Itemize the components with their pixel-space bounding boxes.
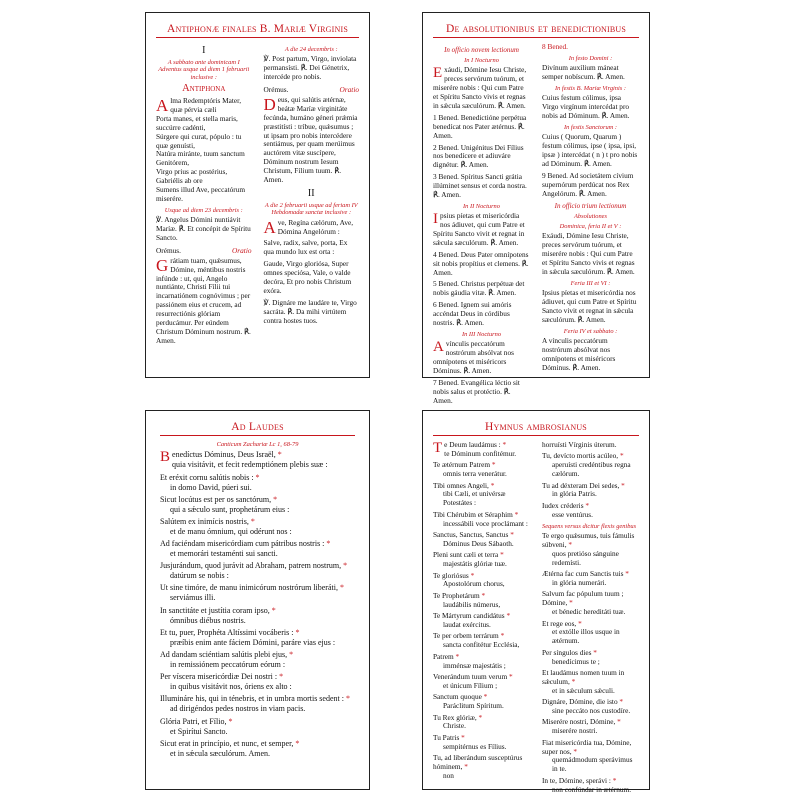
right-column: [542, 441, 639, 797]
verse-second-half: te Dóminum confitémur.: [444, 448, 517, 458]
asterisk-mark: *: [269, 605, 276, 615]
verse-first-half: horruísti Vírginis úterum.: [542, 440, 617, 449]
verse: [433, 734, 530, 752]
card-title: De absolutionibus et benedictionibus: [433, 23, 639, 38]
verse-first-half: Sanctum quoque: [433, 692, 482, 702]
verse-first-half: Per víscera misericórdiæ Dei nostri :: [160, 672, 278, 682]
verse-first-half: Ad dandam sciéntiam salútis plebi ejus,: [160, 650, 288, 660]
verse-first-half: In te, Dómine, sperávi :: [542, 775, 611, 785]
verse-second-half: et bénedic hereditáti tuæ.: [552, 607, 626, 617]
card-antiphonae: [145, 12, 370, 378]
asterisk-mark: *: [498, 631, 505, 641]
drop-cap: G: [156, 255, 169, 275]
verse-second-half: serviámus illi.: [170, 593, 216, 603]
asterisk-mark: *: [462, 762, 468, 771]
right-column: [542, 43, 639, 409]
verse: [160, 717, 355, 737]
versicle: ℣. Dignáre me laudáre te, Virgo sacráta. ℟. Da mihi virtútem contra hostes tuos.: [263, 297, 357, 325]
verse: [160, 694, 355, 714]
rubric: In II Nocturno: [463, 202, 500, 210]
verse: [160, 495, 355, 515]
verse: [160, 739, 355, 759]
verse: [433, 714, 530, 732]
verse: [160, 450, 355, 470]
card-absolutiones: [422, 12, 650, 405]
verse-first-half: Et rege eos,: [542, 618, 577, 628]
verse-second-half: omnis terra venerátur.: [443, 469, 507, 479]
canticle-verses: [160, 450, 355, 758]
rubric: In III Nocturno: [461, 330, 502, 338]
oremus: Orémus.: [263, 85, 289, 95]
verse-first-half: Dignáre, Dómine, die isto: [542, 697, 618, 707]
versicle: ℣. Post partum, Virgo, inviolata permansísti. ℟. Dei Génetrix, intercéde pro nobis.: [263, 54, 357, 82]
verse: [542, 777, 639, 795]
versicle: ℣. Angelus Dómini nuntiávit Maríæ. ℟. Et concépit de Spíritu Sancto.: [156, 215, 251, 242]
verse-first-half: Tu Rex glóriæ,: [433, 712, 477, 722]
verse-first-half: Ut sine timóre, de manu inimicórum nostrórum liberáti,: [160, 583, 338, 593]
verse: [433, 551, 530, 569]
text-line: Salve, radix, salve, porta, Ex qua mundo lux est orta :: [263, 238, 348, 257]
verse-first-half: Tu Patris: [433, 732, 460, 742]
verse-second-half: et memorári testaménti sui sancti.: [170, 549, 278, 559]
rubric: A sabbato ante dominicam I Adventus usque ad diem 1 februarii inclusive :: [158, 59, 250, 81]
absolution-text: xáudi, Dómine Iesu Christe, preces servórum tuórum, et miserére nobis : Qui cum Patre et Spíritu Sancto vivis et regnas in sǽcula sæculórum. ℟. Amen.: [433, 65, 527, 110]
prayer-text: eus, qui salútis ætérnæ, beátæ Maríæ virginitáte fecúnda, humáno géneri prǽmia præstitísti : tríbue, quǽsumus ; ut ipsam pro nobis intercédere sentiámus, per quam merúimus auctórem vitæ suscípere, Dóminum nostrum Iesum Christum, Fílium tuum. ℟. Amen.: [263, 95, 358, 185]
verse-first-half: Et eréxit cornu salútis nobis :: [160, 472, 254, 482]
verse-second-half: Apostolórum chorus,: [443, 579, 505, 589]
verse-second-half: præíbis enim ante fáciem Dómini, paráre vias ejus :: [170, 637, 336, 647]
drop-cap: A: [433, 339, 444, 356]
verse-second-half: Paráclitum Spíritum.: [443, 701, 504, 711]
absolution-text: A vínculis peccatórum nostrórum absólvat nos omnípotens et miséricors Dóminus. ℟. Amen.: [542, 336, 616, 372]
verse: [542, 739, 639, 775]
asterisk-mark: *: [615, 717, 621, 727]
oratio-label: Oratio: [339, 85, 359, 95]
rubric: A die 24 decembris :: [284, 46, 338, 53]
verse: [160, 561, 355, 581]
blessing-text: 1 Bened. Benedictióne perpétua benedícat nos Pater ætérnus. ℟. Amen.: [433, 112, 527, 140]
blessing-text: 3 Bened. Spíritus Sancti grátia illúminet sensus et corda nostra. ℟. Amen.: [433, 172, 527, 199]
asterisk-mark: *: [459, 732, 465, 742]
drop-cap: E: [433, 65, 443, 82]
verse: [433, 461, 530, 479]
verse: [542, 649, 639, 667]
verse-second-half: majestátis glóriæ tuæ.: [443, 559, 507, 569]
verse-first-half: Et tu, puer, Prophéta Altíssimi vocáberis :: [160, 627, 294, 637]
verse: [542, 452, 639, 479]
oremus: Orémus.: [156, 245, 181, 255]
rubric: In I Nocturno: [464, 57, 499, 65]
text-line: Súrgere qui curat, pópulo : tu quæ genuísti,: [156, 131, 242, 150]
blessing-text: 9 Bened. Ad societátem cívium supernórum perdúcat nos Rex Angelórum. ℟. Amen.: [542, 170, 634, 198]
asterisk-mark: *: [248, 516, 255, 526]
verse-second-half: Christe.: [443, 721, 466, 731]
blessing-text: Cuius festum cólimus, ipsa Virgo virgínum intercédat pro nobis ad Dóminum. ℟. Amen.: [542, 93, 630, 121]
verse-second-half: et in sǽculum sǽculi.: [552, 685, 615, 695]
verse-first-half: Te Prophetárum: [433, 590, 480, 600]
verse-first-half: Te gloriósus: [433, 570, 469, 580]
verse-first-half: Et laudámus nomen tuum in sǽculum,: [542, 667, 625, 686]
verse-first-half: Salvum fac pópulum tuum ; Dómine,: [542, 589, 624, 608]
drop-cap: D: [263, 95, 276, 115]
verse-second-half: et extólle illos usque in ætérnum.: [552, 627, 620, 646]
verse: [542, 532, 639, 568]
verse-second-half: imménsæ majestátis ;: [443, 660, 506, 670]
blessing-text: 4 Bened. Deus Pater omnípotens sit nobis propítius et clemens. ℟. Amen.: [433, 249, 529, 277]
rubric: In officio novem lectionum: [444, 46, 519, 54]
card-title: Ad Laudes: [160, 421, 355, 436]
verse-second-half: miserére nostri.: [552, 726, 598, 736]
asterisk-mark: *: [566, 539, 573, 549]
absolution-text: Exáudi, Dómine Iesu Christe, preces servórum tuórum, et miserére nobis : Qui cum Patre et Spíritu Sancto vivis et regnas in sǽcula sæculórum. ℟. Amen.: [542, 231, 635, 276]
rubric: Dominica, feria II et V :: [559, 223, 622, 231]
verse-second-half: esse ventúrus.: [552, 509, 593, 519]
rubric: In festis Sanctorum :: [563, 124, 618, 132]
asterisk-mark: *: [617, 697, 624, 707]
verse-first-half: Tu, ad liberándum susceptúrus hóminem,: [433, 753, 523, 771]
verse: [160, 606, 355, 626]
verse-second-half: Dóminus Deus Sábaoth.: [443, 538, 514, 548]
verse-second-half: sancta confitétur Ecclésia,: [443, 640, 520, 650]
blessing-text: 7 Bened. Evangélica léctio sit nobis salus et protéctio. ℟. Amen.: [433, 377, 520, 405]
card-title: Antiphonæ finales B. Mariæ Virginis: [156, 23, 359, 38]
verse: [542, 590, 639, 617]
asterisk-mark: *: [618, 451, 624, 461]
asterisk-mark: *: [277, 672, 284, 682]
text-line: lma Redemptóris Mater, quæ pérvia cæli: [170, 96, 242, 114]
verse-second-half: ad dirigéndos pedes nostros in viam pacis.: [170, 704, 306, 714]
asterisk-mark: *: [479, 590, 486, 600]
verse: [433, 612, 530, 630]
verse-first-half: Patrem: [433, 651, 454, 661]
absolution-text: psius píetas et misericórdia nos ádiuvet, qui cum Patre et Spíritu Sancto vivit et regnat in sǽcula sæculórum. ℟. Amen.: [433, 211, 525, 247]
verse-second-half: ómnibus diébus nostris.: [170, 615, 246, 625]
verse-second-half: in quibus visitávit nos, óriens ex alto :: [170, 682, 292, 692]
verse: [433, 531, 530, 549]
verse: [433, 653, 530, 671]
verse: [433, 673, 530, 691]
verse-second-half: quos pretióso sánguine redemísti.: [552, 548, 619, 567]
asterisk-mark: *: [512, 509, 519, 519]
asterisk-mark: *: [567, 598, 573, 608]
asterisk-mark: *: [341, 561, 348, 571]
left-column: [433, 43, 530, 409]
verse: [542, 698, 639, 716]
verse-second-half: laudat exércitus.: [443, 620, 491, 630]
asterisk-mark: *: [500, 440, 507, 449]
verse: [160, 672, 355, 692]
verse-second-half: quia visitávit, et fecit redemptiónem plebis suæ :: [172, 460, 328, 470]
rubric: Feria IV et sabbato :: [563, 327, 618, 335]
verse-first-half: Tu, devícto mortis acúleo,: [542, 451, 619, 461]
blessing-text: 6 Bened. Ignem sui amóris accéndat Deus in córdibus nostris. ℟. Amen.: [433, 300, 512, 328]
verse: [160, 650, 355, 670]
canticle-subtitle: Canticum Zachariæ Lc 1, 68-79: [216, 441, 299, 448]
verse: [542, 482, 639, 500]
blessing-text: 2 Bened. Unigénitus Dei Fílius nos benedícere et adiuváre dignétur. ℟. Amen.: [433, 142, 524, 170]
verse-first-half: Pleni sunt cæli et terra: [433, 550, 499, 560]
verse-first-half: Te ætérnum Patrem: [433, 460, 491, 470]
asterisk-mark: *: [498, 550, 504, 560]
verse-second-half: et Spirítui Sancto.: [170, 726, 228, 736]
blessing-text: Divínum auxílium máneat semper nobíscum. ℟. Amen.: [542, 63, 625, 82]
text-line: Sumens illud Ave, peccatórum miserére.: [156, 184, 246, 203]
verse-first-half: Per síngulos dies: [542, 647, 592, 657]
verse: [160, 628, 355, 648]
rubric: In officio trium lectionum: [554, 201, 627, 210]
asterisk-mark: *: [490, 460, 496, 470]
asterisk-mark: *: [287, 650, 294, 660]
asterisk-mark: *: [476, 712, 483, 722]
verse: [160, 473, 355, 493]
left-column: [433, 441, 530, 797]
verse-first-half: Ætérna fac cum Sanctis tuis: [542, 569, 624, 579]
section-number: I: [202, 45, 206, 56]
verse: [542, 718, 639, 736]
asterisk-mark: *: [324, 539, 331, 549]
asterisk-mark: *: [468, 570, 475, 580]
verse: [542, 441, 639, 450]
verse-first-half: Tu ad déxteram Dei sedes,: [542, 480, 620, 490]
drop-cap: A: [156, 96, 169, 116]
drop-cap: A: [263, 217, 276, 237]
left-column: [156, 43, 252, 349]
asterisk-mark: *: [453, 651, 460, 661]
card-ad-laudes: [145, 410, 370, 790]
verse-second-half: non: [443, 770, 454, 780]
drop-cap: B: [160, 449, 171, 466]
asterisk-mark: *: [507, 671, 513, 681]
blessing-label: 8 Bened.: [542, 42, 568, 51]
rubric: In festo Domini :: [568, 54, 613, 62]
asterisk-mark: *: [488, 480, 495, 490]
absolution-text: Ipsius píetas et misericórdia nos ádiuvet, qui cum Patre et Spíritu Sancto vivit et regnat in sǽcula sæculórum. ℟. Amen.: [542, 288, 637, 324]
verse: [433, 572, 530, 590]
asterisk-mark: *: [569, 676, 576, 686]
verse-first-half: Tibi Chérubim et Séraphim: [433, 509, 513, 519]
asterisk-mark: *: [504, 611, 511, 621]
verse-first-half: Ad faciéndam misericórdiam cum pátribus nostris :: [160, 539, 325, 549]
asterisk-mark: *: [576, 618, 582, 628]
verse-first-half: e Deum laudámus :: [444, 440, 501, 449]
verse-first-half: Glória Patri, et Fílio,: [160, 716, 227, 726]
verse-second-half: in glória numerári.: [552, 577, 607, 587]
verse-second-half: in glória Patris.: [552, 489, 597, 499]
verse-first-half: Tibi omnes Angeli,: [433, 480, 489, 490]
oratio-label: Oratio: [232, 245, 252, 255]
drop-cap: T: [433, 440, 443, 456]
verse-second-half: datúrum se nobis :: [170, 571, 229, 581]
verse: [542, 620, 639, 647]
verse: [433, 754, 530, 781]
verse-second-half: benedícimus te ;: [552, 656, 600, 666]
verse-first-half: Salútem ex inimícis nostris,: [160, 516, 249, 526]
asterisk-mark: *: [275, 450, 282, 460]
verse-first-half: Miserére nostri, Dómine,: [542, 717, 616, 727]
verse-second-half: qui a sǽculo sunt, prophetárum eius :: [170, 504, 290, 514]
verse-first-half: Te per orbem terrárum: [433, 631, 499, 641]
verse-first-half: Te ergo quǽsumus, tuis fámulis súbveni,: [542, 530, 635, 549]
verse-first-half: Iudex créderis: [542, 500, 584, 510]
verse-second-half: laudábilis númerus,: [443, 599, 501, 609]
asterisk-mark: *: [623, 569, 629, 579]
verse-first-half: Te Mártyrum candidátus: [433, 611, 505, 621]
verse-second-half: tibi Cæli, et univérsæ Potestátes :: [443, 489, 506, 508]
text-line: Natúra miránte, tuum sanctum Genitórem,: [156, 149, 245, 168]
verse: [433, 632, 530, 650]
rubric: In festis B. Mariæ Virginis :: [554, 85, 626, 93]
verse: [160, 583, 355, 603]
card-hymnus: [422, 410, 650, 794]
rubric: Feria III et VI :: [570, 279, 611, 287]
prayer-text: rátiam tuam, quǽsumus, Dómine, méntibus nostris infúnde : ut, qui, Angelo nuntiánte, Christi Fílii tui incarnatiónem cognóvimus ; per passiónem eius et crucem, ad resurrectiónis glóriam perducámur. Per eúndem Christum Dóminum nostrum. ℟. Amen.: [156, 255, 251, 345]
heading: Antiphona: [182, 83, 226, 95]
verse: [433, 693, 530, 711]
asterisk-mark: *: [253, 472, 260, 482]
verse-second-half: et únicum Fílium ;: [443, 680, 498, 690]
verse: [542, 570, 639, 588]
verse: [160, 517, 355, 537]
verse-second-half: et de manu ómnium, qui odérunt nos :: [170, 526, 292, 536]
text-line: Virgo prius ac postérius, Gabriélis ab ore: [156, 167, 228, 186]
verse-first-half: Sicut locútus est per os sanctórum,: [160, 494, 272, 504]
asterisk-mark: *: [610, 775, 617, 785]
verse-second-half: et in sǽcula sæculórum. Amen.: [170, 748, 270, 758]
verse-first-half: Jusjurándum, quod jurávit ad Abraham, patrem nostrum,: [160, 561, 342, 571]
rubric: Usque ad diem 23 decembris :: [164, 206, 243, 214]
asterisk-mark: *: [271, 494, 278, 504]
rubric: A die 2 februarii usque ad feriam IV Hebdomadæ sanctæ inclusive :: [264, 201, 358, 217]
verse: [433, 441, 530, 459]
verse-second-half: incessábili voce proclámant :: [443, 518, 528, 528]
asterisk-mark: *: [293, 627, 300, 637]
text-line: ve, Regína cælórum, Ave, Dómina Angelórum :: [277, 217, 354, 236]
verse-second-half: aperuísti credéntibus regna cælórum.: [552, 460, 631, 479]
verse-first-half: Illumináre his, qui in ténebris, et in umbra mortis sedent :: [160, 694, 344, 704]
verse-second-half: quemádmodum sperávimus in te.: [552, 755, 633, 774]
verse: [160, 539, 355, 559]
verse-second-half: in domo David, púeri sui.: [170, 482, 252, 492]
verse: [433, 511, 530, 529]
verse-second-half: in remissiónem peccatórum eórum :: [170, 660, 286, 670]
section-number: II: [307, 187, 315, 199]
verse-first-half: Sicut erat in princípio, et nunc, et semper,: [160, 738, 294, 748]
asterisk-mark: *: [293, 738, 300, 748]
text-line: Porta manes, et stella maris, succúrre cadénti,: [156, 113, 238, 132]
asterisk-mark: *: [343, 694, 350, 704]
absolution-text: vínculis peccatórum nostrórum absólvat nos omnípotens et miséricors Dóminus. ℟. Amen.: [433, 339, 514, 375]
rubric: Sequens versus dicitur flexis genibus: [542, 522, 637, 530]
verse: [542, 502, 639, 520]
drop-cap: I: [433, 211, 438, 228]
verse-second-half: sempitérnus es Fílius.: [443, 741, 507, 751]
asterisk-mark: *: [508, 530, 514, 540]
asterisk-mark: *: [571, 746, 578, 756]
verse-second-half: sine peccáto nos custodíre.: [552, 706, 631, 716]
blessing-text: 5 Bened. Christus perpétuæ det nobis gáudia vitæ. ℟. Amen.: [433, 279, 525, 298]
verse-second-half: non confúndar in ætérnum.: [552, 784, 632, 794]
verse-first-half: In sanctitáte et justítia coram ipso,: [160, 605, 270, 615]
asterisk-mark: *: [583, 500, 590, 510]
verse: [542, 669, 639, 696]
verse-first-half: Fiat misericórdia tua, Dómine, super nos,: [542, 737, 632, 756]
asterisk-mark: *: [481, 692, 488, 702]
verse-first-half: Venerándum tuum verum: [433, 671, 508, 681]
rubric: Absolutiones: [573, 212, 608, 220]
verse: [433, 482, 530, 509]
asterisk-mark: *: [591, 647, 597, 657]
text-line: Gaude, Virgo gloriósa, Super omnes speciósa, Vale, o valde decóra, Et pro nobis Christum exóra.: [263, 259, 352, 295]
verse: [433, 592, 530, 610]
asterisk-mark: *: [226, 716, 233, 726]
verse-first-half: Sanctus, Sanctus, Sanctus: [433, 530, 509, 540]
asterisk-mark: *: [619, 480, 625, 490]
blessing-text: Cuius ( Quorum, Quarum ) festum cólimus, ipse ( ipsa, ipsi, ipsæ ) intercédat ( n ) t pro nobis ad Dóminum. ℟. Amen.: [542, 132, 638, 169]
card-title: Hymnus ambrosianus: [433, 421, 639, 436]
asterisk-mark: *: [337, 583, 344, 593]
right-column: [264, 43, 360, 349]
verse-first-half: enedíctus Dóminus, Deus Israël,: [172, 450, 276, 460]
